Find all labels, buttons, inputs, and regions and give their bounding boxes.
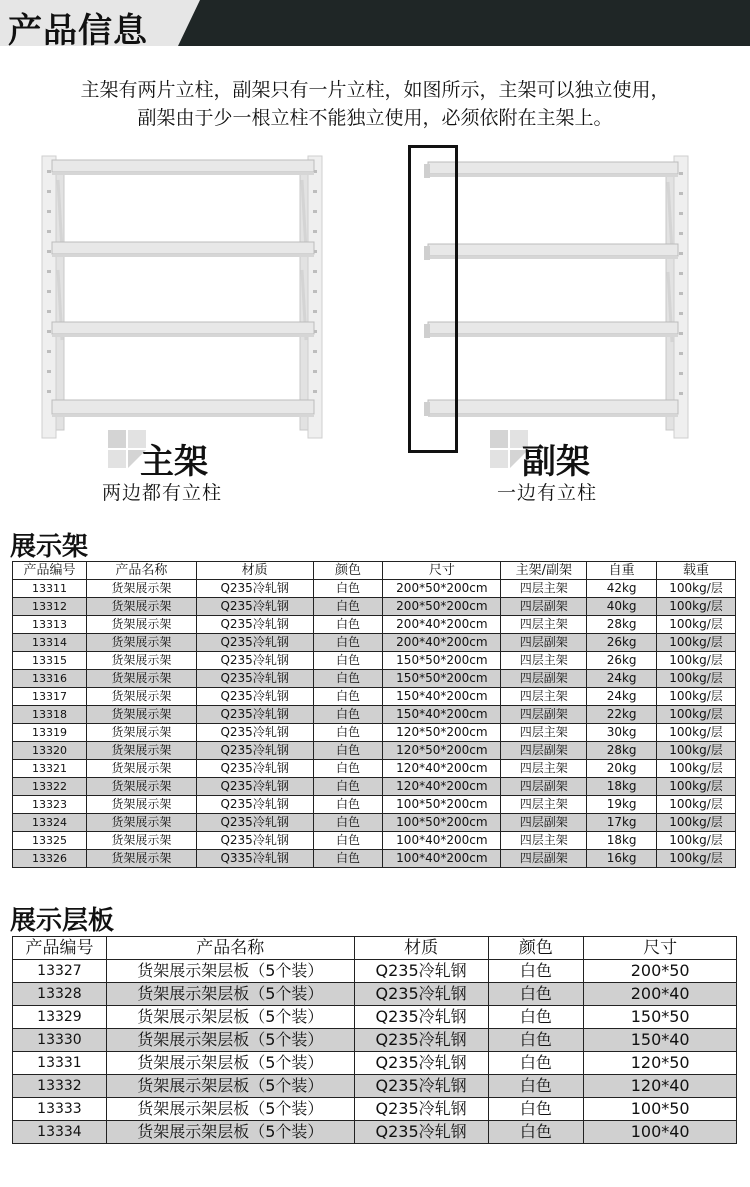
product-name-cell: 货架展示架 bbox=[86, 724, 196, 742]
color-cell: 白色 bbox=[313, 796, 383, 814]
load-cell: 100kg/层 bbox=[657, 760, 736, 778]
table-row bbox=[13, 742, 736, 760]
material-cell: Q235冷轧钢 bbox=[354, 1075, 488, 1098]
color-cell: 白色 bbox=[313, 616, 383, 634]
color-cell: 白色 bbox=[313, 832, 383, 850]
product-name-cell: 货架展示架 bbox=[86, 796, 196, 814]
shelf-board-section-title: 展示层板 bbox=[10, 906, 115, 936]
color-cell: 白色 bbox=[313, 850, 383, 868]
column-header: 产品名称 bbox=[106, 937, 354, 960]
material-cell: Q235冷轧钢 bbox=[354, 960, 488, 983]
color-cell: 白色 bbox=[313, 760, 383, 778]
product-name-cell: 货架展示架层板（5个装） bbox=[106, 960, 354, 983]
table-row bbox=[13, 796, 736, 814]
product-name-cell: 货架展示架 bbox=[86, 580, 196, 598]
main-rack-subtitle: 两边都有立柱 bbox=[102, 482, 223, 504]
color-cell: 白色 bbox=[488, 1098, 584, 1121]
color-cell: 白色 bbox=[488, 1052, 584, 1075]
size-cell: 200*50 bbox=[584, 960, 737, 983]
material-cell: Q235冷轧钢 bbox=[354, 983, 488, 1006]
size-cell: 150*50*200cm bbox=[383, 670, 501, 688]
size-cell: 200*40*200cm bbox=[383, 616, 501, 634]
size-cell: 200*40 bbox=[584, 983, 737, 1006]
rack-type-cell: 四层副架 bbox=[501, 778, 587, 796]
weight-cell: 18kg bbox=[587, 778, 657, 796]
column-header: 自重 bbox=[587, 562, 657, 580]
rack-type-cell: 四层主架 bbox=[501, 796, 587, 814]
column-header: 尺寸 bbox=[584, 937, 737, 960]
page-title: 产品信息 bbox=[8, 11, 148, 51]
product-name-cell: 货架展示架 bbox=[86, 778, 196, 796]
weight-cell: 42kg bbox=[587, 580, 657, 598]
shelf-board-table bbox=[12, 936, 737, 1144]
size-cell: 200*50*200cm bbox=[383, 580, 501, 598]
rack-type-cell: 四层副架 bbox=[501, 670, 587, 688]
product-id-cell: 13312 bbox=[13, 598, 87, 616]
product-name-cell: 货架展示架 bbox=[86, 598, 196, 616]
load-cell: 100kg/层 bbox=[657, 724, 736, 742]
product-name-cell: 货架展示架层板（5个装） bbox=[106, 983, 354, 1006]
material-cell: Q235冷轧钢 bbox=[196, 832, 313, 850]
product-name-cell: 货架展示架 bbox=[86, 634, 196, 652]
color-cell: 白色 bbox=[488, 1029, 584, 1052]
product-id-cell: 13324 bbox=[13, 814, 87, 832]
load-cell: 100kg/层 bbox=[657, 706, 736, 724]
size-cell: 200*40*200cm bbox=[383, 634, 501, 652]
rack-type-cell: 四层副架 bbox=[501, 814, 587, 832]
color-cell: 白色 bbox=[313, 598, 383, 616]
size-cell: 100*40 bbox=[584, 1121, 737, 1144]
table-row bbox=[13, 1075, 737, 1098]
product-name-cell: 货架展示架 bbox=[86, 832, 196, 850]
weight-cell: 24kg bbox=[587, 670, 657, 688]
material-cell: Q235冷轧钢 bbox=[196, 706, 313, 724]
display-rack-section-title: 展示架 bbox=[10, 532, 89, 562]
main-rack-drawing bbox=[38, 150, 324, 440]
size-cell: 120*40*200cm bbox=[383, 760, 501, 778]
material-cell: Q235冷轧钢 bbox=[354, 1098, 488, 1121]
weight-cell: 28kg bbox=[587, 616, 657, 634]
table-row bbox=[13, 688, 736, 706]
product-name-cell: 货架展示架层板（5个装） bbox=[106, 1075, 354, 1098]
rack-type-cell: 四层主架 bbox=[501, 616, 587, 634]
load-cell: 100kg/层 bbox=[657, 796, 736, 814]
load-cell: 100kg/层 bbox=[657, 832, 736, 850]
table-row bbox=[13, 580, 736, 598]
load-cell: 100kg/层 bbox=[657, 616, 736, 634]
product-id-cell: 13323 bbox=[13, 796, 87, 814]
color-cell: 白色 bbox=[313, 706, 383, 724]
color-cell: 白色 bbox=[313, 724, 383, 742]
load-cell: 100kg/层 bbox=[657, 580, 736, 598]
table-row bbox=[13, 983, 737, 1006]
column-header: 颜色 bbox=[313, 562, 383, 580]
load-cell: 100kg/层 bbox=[657, 634, 736, 652]
color-cell: 白色 bbox=[313, 688, 383, 706]
material-cell: Q235冷轧钢 bbox=[354, 1121, 488, 1144]
rack-type-cell: 四层副架 bbox=[501, 706, 587, 724]
load-cell: 100kg/层 bbox=[657, 598, 736, 616]
material-cell: Q235冷轧钢 bbox=[196, 760, 313, 778]
product-id-cell: 13332 bbox=[13, 1075, 107, 1098]
size-cell: 100*50*200cm bbox=[383, 796, 501, 814]
size-cell: 100*40*200cm bbox=[383, 832, 501, 850]
product-name-cell: 货架展示架 bbox=[86, 742, 196, 760]
color-cell: 白色 bbox=[313, 778, 383, 796]
size-cell: 120*40 bbox=[584, 1075, 737, 1098]
color-cell: 白色 bbox=[488, 960, 584, 983]
table-row bbox=[13, 760, 736, 778]
main-rack-title: 主架 bbox=[140, 442, 208, 482]
load-cell: 100kg/层 bbox=[657, 670, 736, 688]
weight-cell: 26kg bbox=[587, 652, 657, 670]
load-cell: 100kg/层 bbox=[657, 652, 736, 670]
load-cell: 100kg/层 bbox=[657, 688, 736, 706]
product-id-cell: 13311 bbox=[13, 580, 87, 598]
table-row bbox=[13, 1052, 737, 1075]
table-header-row bbox=[13, 562, 736, 580]
table-row bbox=[13, 832, 736, 850]
table-row bbox=[13, 778, 736, 796]
size-cell: 120*50*200cm bbox=[383, 724, 501, 742]
material-cell: Q235冷轧钢 bbox=[196, 670, 313, 688]
material-cell: Q235冷轧钢 bbox=[354, 1006, 488, 1029]
size-cell: 120*50 bbox=[584, 1052, 737, 1075]
color-cell: 白色 bbox=[488, 1075, 584, 1098]
size-cell: 120*50*200cm bbox=[383, 742, 501, 760]
weight-cell: 24kg bbox=[587, 688, 657, 706]
material-cell: Q335冷轧钢 bbox=[196, 850, 313, 868]
table-row bbox=[13, 960, 737, 983]
rack-type-cell: 四层主架 bbox=[501, 832, 587, 850]
weight-cell: 17kg bbox=[587, 814, 657, 832]
product-name-cell: 货架展示架层板（5个装） bbox=[106, 1052, 354, 1075]
material-cell: Q235冷轧钢 bbox=[196, 778, 313, 796]
product-id-cell: 13319 bbox=[13, 724, 87, 742]
header-banner bbox=[0, 0, 750, 51]
material-cell: Q235冷轧钢 bbox=[196, 724, 313, 742]
column-header: 产品名称 bbox=[86, 562, 196, 580]
load-cell: 100kg/层 bbox=[657, 778, 736, 796]
material-cell: Q235冷轧钢 bbox=[354, 1029, 488, 1052]
table-row bbox=[13, 670, 736, 688]
column-header: 载重 bbox=[657, 562, 736, 580]
material-cell: Q235冷轧钢 bbox=[196, 598, 313, 616]
color-cell: 白色 bbox=[313, 814, 383, 832]
product-id-cell: 13334 bbox=[13, 1121, 107, 1144]
intro-line-2: 副架由于少一根立柱不能独立使用，必须依附在主架上。 bbox=[137, 107, 613, 129]
table-row bbox=[13, 1006, 737, 1029]
product-id-cell: 13331 bbox=[13, 1052, 107, 1075]
column-header: 材质 bbox=[196, 562, 313, 580]
product-id-cell: 13333 bbox=[13, 1098, 107, 1121]
load-cell: 100kg/层 bbox=[657, 814, 736, 832]
size-cell: 150*40*200cm bbox=[383, 706, 501, 724]
size-cell: 150*40*200cm bbox=[383, 688, 501, 706]
product-id-cell: 13328 bbox=[13, 983, 107, 1006]
material-cell: Q235冷轧钢 bbox=[196, 634, 313, 652]
weight-cell: 30kg bbox=[587, 724, 657, 742]
rack-illustrations bbox=[0, 140, 750, 510]
product-id-cell: 13325 bbox=[13, 832, 87, 850]
table-row bbox=[13, 1098, 737, 1121]
size-cell: 120*40*200cm bbox=[383, 778, 501, 796]
product-id-cell: 13322 bbox=[13, 778, 87, 796]
sub-rack-subtitle: 一边有立柱 bbox=[497, 482, 598, 504]
color-cell: 白色 bbox=[313, 742, 383, 760]
product-id-cell: 13326 bbox=[13, 850, 87, 868]
product-id-cell: 13318 bbox=[13, 706, 87, 724]
column-header: 尺寸 bbox=[383, 562, 501, 580]
color-cell: 白色 bbox=[313, 634, 383, 652]
material-cell: Q235冷轧钢 bbox=[196, 616, 313, 634]
material-cell: Q235冷轧钢 bbox=[354, 1052, 488, 1075]
intro-line-1: 主架有两片立柱，副架只有一片立柱，如图所示，主架可以独立使用， bbox=[80, 79, 670, 101]
sub-rack-drawing bbox=[420, 152, 690, 442]
product-name-cell: 货架展示架 bbox=[86, 670, 196, 688]
rack-type-cell: 四层主架 bbox=[501, 652, 587, 670]
product-name-cell: 货架展示架 bbox=[86, 850, 196, 868]
table-row bbox=[13, 814, 736, 832]
size-cell: 150*50 bbox=[584, 1006, 737, 1029]
load-cell: 100kg/层 bbox=[657, 850, 736, 868]
weight-cell: 28kg bbox=[587, 742, 657, 760]
product-name-cell: 货架展示架层板（5个装） bbox=[106, 1121, 354, 1144]
weight-cell: 40kg bbox=[587, 598, 657, 616]
product-name-cell: 货架展示架层板（5个装） bbox=[106, 1098, 354, 1121]
size-cell: 200*50*200cm bbox=[383, 598, 501, 616]
column-header: 颜色 bbox=[488, 937, 584, 960]
rack-type-cell: 四层主架 bbox=[501, 760, 587, 778]
weight-cell: 19kg bbox=[587, 796, 657, 814]
table-row bbox=[13, 724, 736, 742]
material-cell: Q235冷轧钢 bbox=[196, 742, 313, 760]
rack-type-cell: 四层副架 bbox=[501, 850, 587, 868]
intro-text bbox=[0, 76, 750, 132]
rack-type-cell: 四层主架 bbox=[501, 580, 587, 598]
material-cell: Q235冷轧钢 bbox=[196, 580, 313, 598]
size-cell: 100*50 bbox=[584, 1098, 737, 1121]
material-cell: Q235冷轧钢 bbox=[196, 688, 313, 706]
size-cell: 100*50*200cm bbox=[383, 814, 501, 832]
sub-rack-title: 副架 bbox=[522, 442, 590, 482]
product-id-cell: 13320 bbox=[13, 742, 87, 760]
color-cell: 白色 bbox=[313, 670, 383, 688]
table-row bbox=[13, 850, 736, 868]
rack-type-cell: 四层副架 bbox=[501, 634, 587, 652]
rack-type-cell: 四层主架 bbox=[501, 688, 587, 706]
product-id-cell: 13317 bbox=[13, 688, 87, 706]
display-rack-table-body bbox=[13, 580, 736, 868]
product-id-cell: 13329 bbox=[13, 1006, 107, 1029]
rack-type-cell: 四层副架 bbox=[501, 598, 587, 616]
table-row bbox=[13, 598, 736, 616]
size-cell: 150*40 bbox=[584, 1029, 737, 1052]
product-name-cell: 货架展示架 bbox=[86, 706, 196, 724]
table-row bbox=[13, 634, 736, 652]
column-header: 产品编号 bbox=[13, 562, 87, 580]
color-cell: 白色 bbox=[313, 652, 383, 670]
material-cell: Q235冷轧钢 bbox=[196, 796, 313, 814]
table-row bbox=[13, 616, 736, 634]
color-cell: 白色 bbox=[488, 1006, 584, 1029]
weight-cell: 20kg bbox=[587, 760, 657, 778]
column-header: 产品编号 bbox=[13, 937, 107, 960]
table-header-row bbox=[13, 937, 737, 960]
table-row bbox=[13, 1029, 737, 1052]
product-name-cell: 货架展示架 bbox=[86, 688, 196, 706]
product-id-cell: 13327 bbox=[13, 960, 107, 983]
material-cell: Q235冷轧钢 bbox=[196, 652, 313, 670]
product-id-cell: 13321 bbox=[13, 760, 87, 778]
display-rack-table bbox=[12, 561, 736, 868]
product-name-cell: 货架展示架 bbox=[86, 652, 196, 670]
sub-rack-highlight-box bbox=[408, 145, 458, 453]
product-id-cell: 13330 bbox=[13, 1029, 107, 1052]
column-header: 主架/副架 bbox=[501, 562, 587, 580]
weight-cell: 18kg bbox=[587, 832, 657, 850]
rack-type-cell: 四层副架 bbox=[501, 742, 587, 760]
product-name-cell: 货架展示架 bbox=[86, 814, 196, 832]
color-cell: 白色 bbox=[488, 1121, 584, 1144]
size-cell: 150*50*200cm bbox=[383, 652, 501, 670]
size-cell: 100*40*200cm bbox=[383, 850, 501, 868]
table-row bbox=[13, 652, 736, 670]
table-row bbox=[13, 1121, 737, 1144]
color-cell: 白色 bbox=[488, 983, 584, 1006]
shelf-board-table-body bbox=[13, 960, 737, 1144]
product-name-cell: 货架展示架层板（5个装） bbox=[106, 1006, 354, 1029]
product-id-cell: 13313 bbox=[13, 616, 87, 634]
weight-cell: 16kg bbox=[587, 850, 657, 868]
product-name-cell: 货架展示架 bbox=[86, 616, 196, 634]
rack-type-cell: 四层主架 bbox=[501, 724, 587, 742]
product-id-cell: 13314 bbox=[13, 634, 87, 652]
product-name-cell: 货架展示架 bbox=[86, 760, 196, 778]
product-id-cell: 13315 bbox=[13, 652, 87, 670]
load-cell: 100kg/层 bbox=[657, 742, 736, 760]
weight-cell: 22kg bbox=[587, 706, 657, 724]
table-row bbox=[13, 706, 736, 724]
material-cell: Q235冷轧钢 bbox=[196, 814, 313, 832]
weight-cell: 26kg bbox=[587, 634, 657, 652]
color-cell: 白色 bbox=[313, 580, 383, 598]
product-id-cell: 13316 bbox=[13, 670, 87, 688]
column-header: 材质 bbox=[354, 937, 488, 960]
product-name-cell: 货架展示架层板（5个装） bbox=[106, 1029, 354, 1052]
